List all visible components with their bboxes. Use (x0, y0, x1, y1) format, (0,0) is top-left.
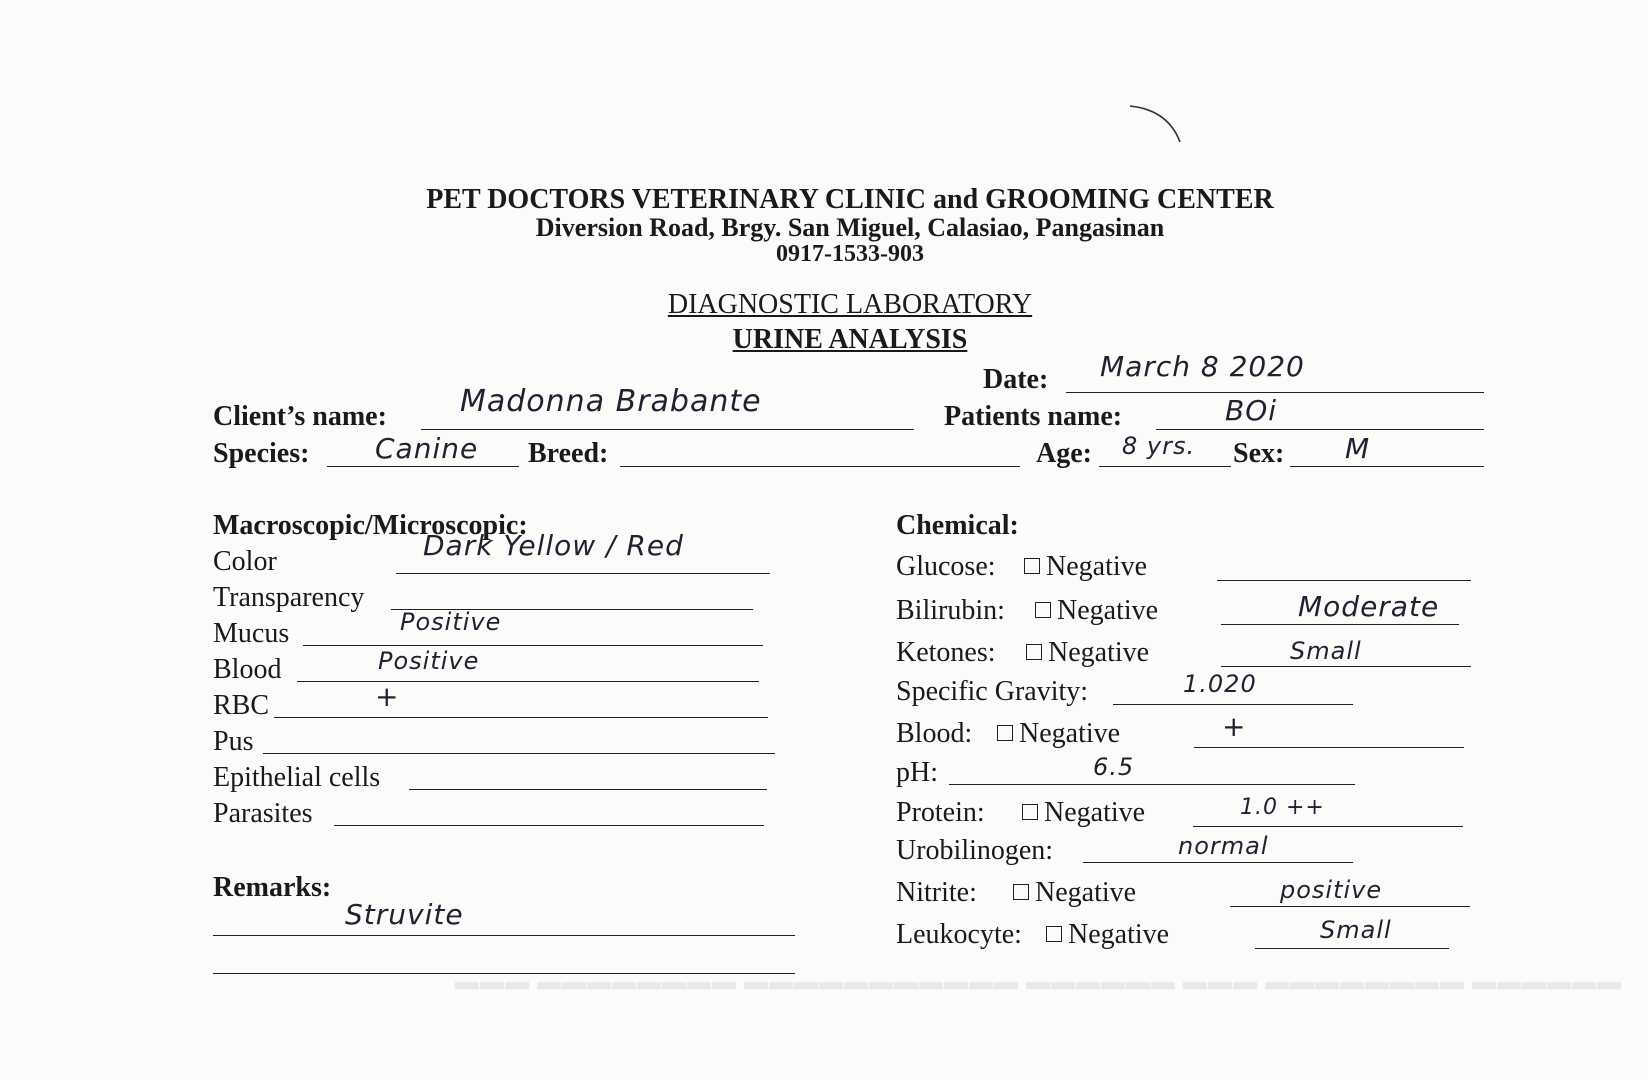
pus-line (263, 753, 775, 754)
blood-line (297, 681, 759, 682)
date-label: Date: (983, 364, 1049, 395)
bilirubin-negative-text: Negative (1057, 595, 1159, 626)
urobilinogen-line (1083, 862, 1353, 863)
mucus-line (303, 645, 763, 646)
epithelial-label: Epithelial cells (213, 762, 381, 793)
bilirubin-label: Bilirubin: (896, 595, 1005, 626)
sex-label: Sex: (1233, 438, 1285, 469)
leukocyte-label: Leukocyte: (896, 919, 1022, 950)
macro-title: Macroscopic/Microscopic: (213, 510, 528, 541)
transparency-label: Transparency (213, 582, 365, 613)
ketones-negative-checkbox[interactable] (1026, 644, 1042, 660)
ketones-negative-text: Negative (1048, 637, 1150, 668)
age-value: 8 yrs. (1122, 432, 1196, 460)
species-line (327, 466, 519, 467)
nitrite-line (1230, 906, 1470, 907)
mucus-value: Positive (400, 608, 502, 636)
parasites-label: Parasites (213, 798, 313, 829)
protein-negative-text: Negative (1044, 797, 1146, 828)
age-line (1099, 466, 1231, 467)
specific-gravity-line (1113, 704, 1353, 705)
client-name-line (421, 429, 914, 430)
sex-line (1290, 466, 1484, 467)
nitrite-negative-text: Negative (1035, 877, 1137, 908)
glucose-negative-checkbox[interactable] (1024, 558, 1040, 574)
mucus-label: Mucus (213, 618, 290, 649)
leukocyte-value: Small (1320, 916, 1392, 944)
rbc-value: + (375, 680, 400, 713)
test-title: URINE ANALYSIS (732, 324, 968, 355)
nitrite-negative-checkbox[interactable] (1013, 884, 1029, 900)
ph-line (949, 784, 1355, 785)
pen-mark (1128, 100, 1188, 150)
glucose-label: Glucose: (896, 551, 996, 582)
ph-value: 6.5 (1093, 753, 1135, 781)
date-value: March 8 2020 (1100, 350, 1305, 383)
protein-label: Protein: (896, 797, 985, 828)
chem-blood-negative-text: Negative (1019, 718, 1121, 749)
sex-value: M (1345, 432, 1371, 465)
bilirubin-negative-option[interactable] (1035, 595, 1158, 627)
species-label: Species: (213, 438, 310, 469)
glucose-line (1217, 580, 1471, 581)
bilirubin-negative-checkbox[interactable] (1035, 602, 1051, 618)
ketones-line (1221, 666, 1471, 667)
blood-label: Blood (213, 654, 282, 685)
protein-negative-option[interactable] (1022, 797, 1145, 829)
remarks-line-1 (213, 935, 795, 936)
pus-label: Pus (213, 726, 254, 757)
species-value: Canine (375, 432, 479, 465)
leukocyte-negative-option[interactable] (1046, 919, 1169, 951)
parasites-line (334, 825, 764, 826)
urobilinogen-label: Urobilinogen: (896, 835, 1054, 866)
specific-gravity-label: Specific Gravity: (896, 676, 1089, 707)
department-title: DIAGNOSTIC LABORATORY (667, 289, 1033, 320)
date-line (1066, 392, 1484, 393)
patient-name-line (1156, 429, 1484, 430)
patient-name-label: Patients name: (944, 401, 1123, 432)
rbc-line (274, 717, 768, 718)
client-name-value: Madonna Brabante (460, 384, 762, 419)
color-label: Color (213, 546, 277, 577)
ketones-value: Small (1290, 637, 1362, 665)
rbc-label: RBC (213, 690, 270, 721)
leukocyte-negative-text: Negative (1068, 919, 1170, 950)
breed-label: Breed: (528, 438, 609, 469)
breed-line (620, 466, 1020, 467)
glucose-negative-text: Negative (1046, 551, 1148, 582)
bilirubin-value: Moderate (1298, 590, 1440, 623)
chemical-title: Chemical: (896, 510, 1019, 541)
chem-blood-negative-option[interactable] (997, 718, 1120, 750)
bilirubin-line (1221, 624, 1459, 625)
nitrite-negative-option[interactable] (1013, 877, 1136, 909)
chem-blood-label: Blood: (896, 718, 973, 749)
specific-gravity-value: 1.020 (1183, 670, 1257, 698)
protein-line (1193, 826, 1463, 827)
color-line (396, 573, 770, 574)
client-name-label: Client’s name: (213, 401, 387, 432)
leukocyte-line (1255, 948, 1449, 949)
ph-label: pH: (896, 757, 938, 788)
chem-blood-negative-checkbox[interactable] (997, 725, 1013, 741)
protein-value: 1.0 ++ (1240, 795, 1325, 820)
nitrite-label: Nitrite: (896, 877, 977, 908)
age-label: Age: (1036, 438, 1092, 469)
leukocyte-negative-checkbox[interactable] (1046, 926, 1062, 942)
remarks-value: Struvite (345, 898, 464, 931)
ketones-label: Ketones: (896, 637, 996, 668)
clinic-address: Diversion Road, Brgy. San Miguel, Calasiao, Pangasinan (535, 213, 1165, 242)
epithelial-line (409, 789, 767, 790)
remarks-line-2 (213, 973, 795, 974)
ketones-negative-option[interactable] (1026, 637, 1149, 669)
urobilinogen-value: normal (1178, 832, 1269, 860)
blood-value: Positive (378, 647, 480, 675)
clinic-phone: 0917-1533-903 (776, 241, 924, 267)
chem-blood-line (1194, 747, 1464, 748)
nitrite-value: positive (1280, 876, 1383, 904)
remarks-label: Remarks: (213, 872, 332, 903)
patient-name-value: BOi (1225, 394, 1278, 427)
protein-negative-checkbox[interactable] (1022, 804, 1038, 820)
color-value: Dark Yellow / Red (423, 529, 684, 562)
chem-blood-value: + (1222, 710, 1247, 743)
glucose-negative-option[interactable] (1024, 551, 1147, 583)
clinic-name: PET DOCTORS VETERINARY CLINIC and GROOMING CENTER (426, 184, 1274, 215)
show-through-decoration: ▬▬▬ ▬▬▬▬▬▬▬▬ ▬▬▬▬▬▬▬▬▬▬▬ ▬▬▬▬▬▬ ▬▬▬ ▬▬▬▬▬▬▬▬ ▬▬▬▬▬▬ (455, 976, 1622, 1002)
